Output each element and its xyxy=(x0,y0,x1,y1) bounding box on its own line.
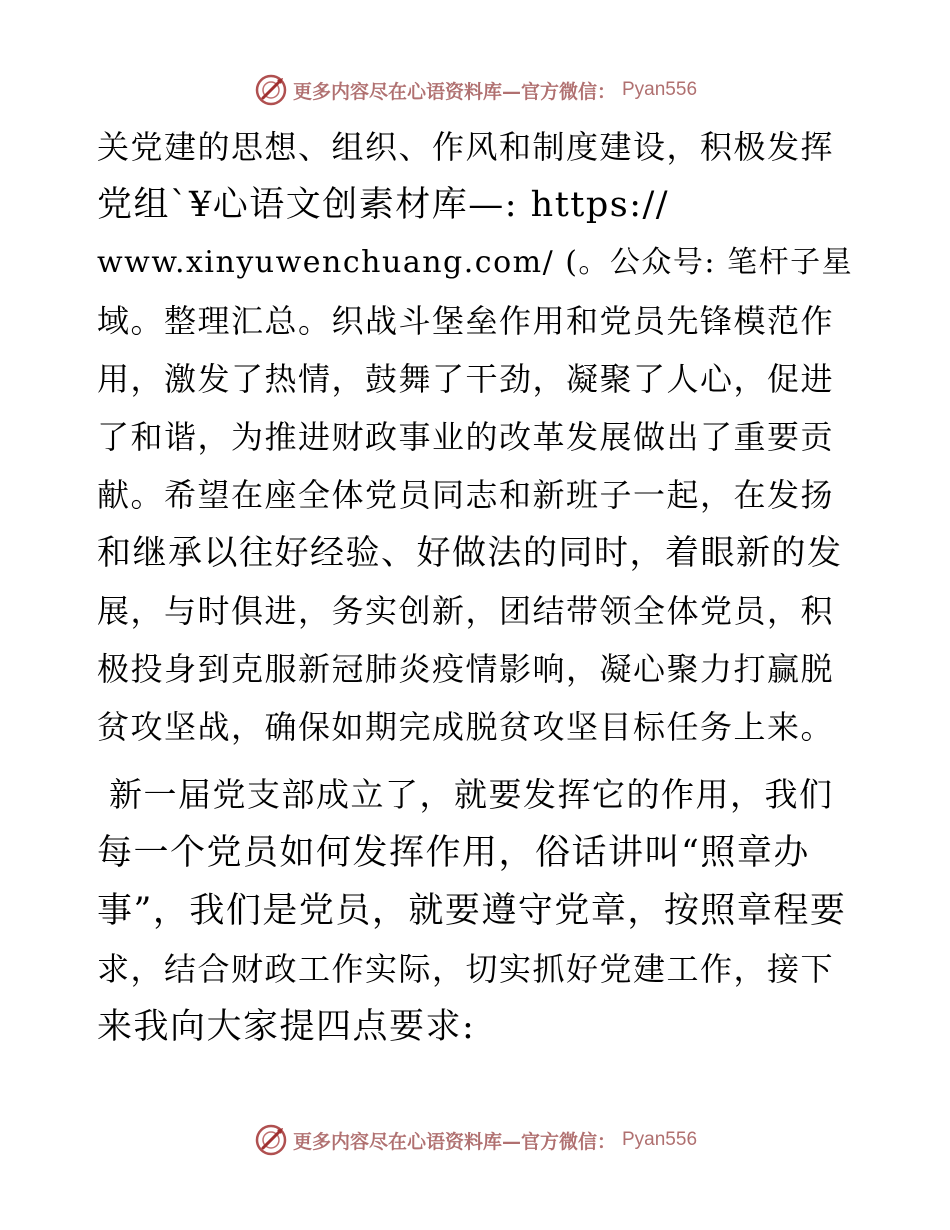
footer-banner xyxy=(0,1120,950,1160)
text-line: 每一个党员如何发挥作用，俗话讲叫“照章办 xyxy=(97,833,810,873)
paragraph-1 xyxy=(97,118,853,756)
footer-banner-text: 更多内容尽在心语资料库—官方微信： xyxy=(292,1130,616,1153)
footer-banner-id: Pyan556 xyxy=(622,1129,698,1150)
text-line: 和继承以往好经验、好做法的同时，着眼新的发 xyxy=(97,533,843,573)
text-line: 求，结合财政工作实际，切实抓好党建工作，接下 xyxy=(97,950,835,988)
text-line: 极投身到克服新冠肺炎疫情影响，凝心聚力打赢脱 xyxy=(97,650,835,688)
paragraph-gap xyxy=(97,756,853,766)
text-line: 献。希望在座全体党员同志和新班子一起，在发扬 xyxy=(97,476,835,514)
text-line: 贫攻坚战，确保如期完成脱贫攻坚目标任务上来。 xyxy=(97,708,835,746)
text-line: 展，与时俱进，务实创新，团结带领全体党员，积 xyxy=(97,592,835,630)
text-line: www.xinyuwenchuang.com/ (。公众号: 笔杆子星 xyxy=(97,245,854,280)
text-line: 事”，我们是党员，就要遵守党章，按照章程要 xyxy=(97,891,847,931)
text-line: 来我向大家提四点要求: xyxy=(97,1007,476,1047)
brand-logo-icon xyxy=(253,72,289,108)
header-banner xyxy=(0,70,950,110)
text-line: 关党建的思想、组织、作风和制度建设，积极发挥 xyxy=(97,128,835,166)
text-line: 党组`¥心语文创素材库—: https:// xyxy=(97,185,670,225)
text-line: 新一届党支部成立了，就要发挥它的作用，我们 xyxy=(97,775,834,814)
paragraph-2 xyxy=(97,766,853,1056)
brand-logo-icon xyxy=(253,1122,289,1158)
header-banner-id: Pyan556 xyxy=(622,79,698,100)
text-line: 用，激发了热情，鼓舞了干劲，凝聚了人心，促进 xyxy=(97,360,835,398)
header-banner-text: 更多内容尽在心语资料库—官方微信： xyxy=(292,80,616,103)
document-body xyxy=(97,118,853,1056)
text-line: 了和谐，为推进财政事业的改革发展做出了重要贡 xyxy=(97,418,835,456)
text-line: 域。整理汇总。织战斗堡垒作用和党员先锋模范作 xyxy=(97,302,835,340)
